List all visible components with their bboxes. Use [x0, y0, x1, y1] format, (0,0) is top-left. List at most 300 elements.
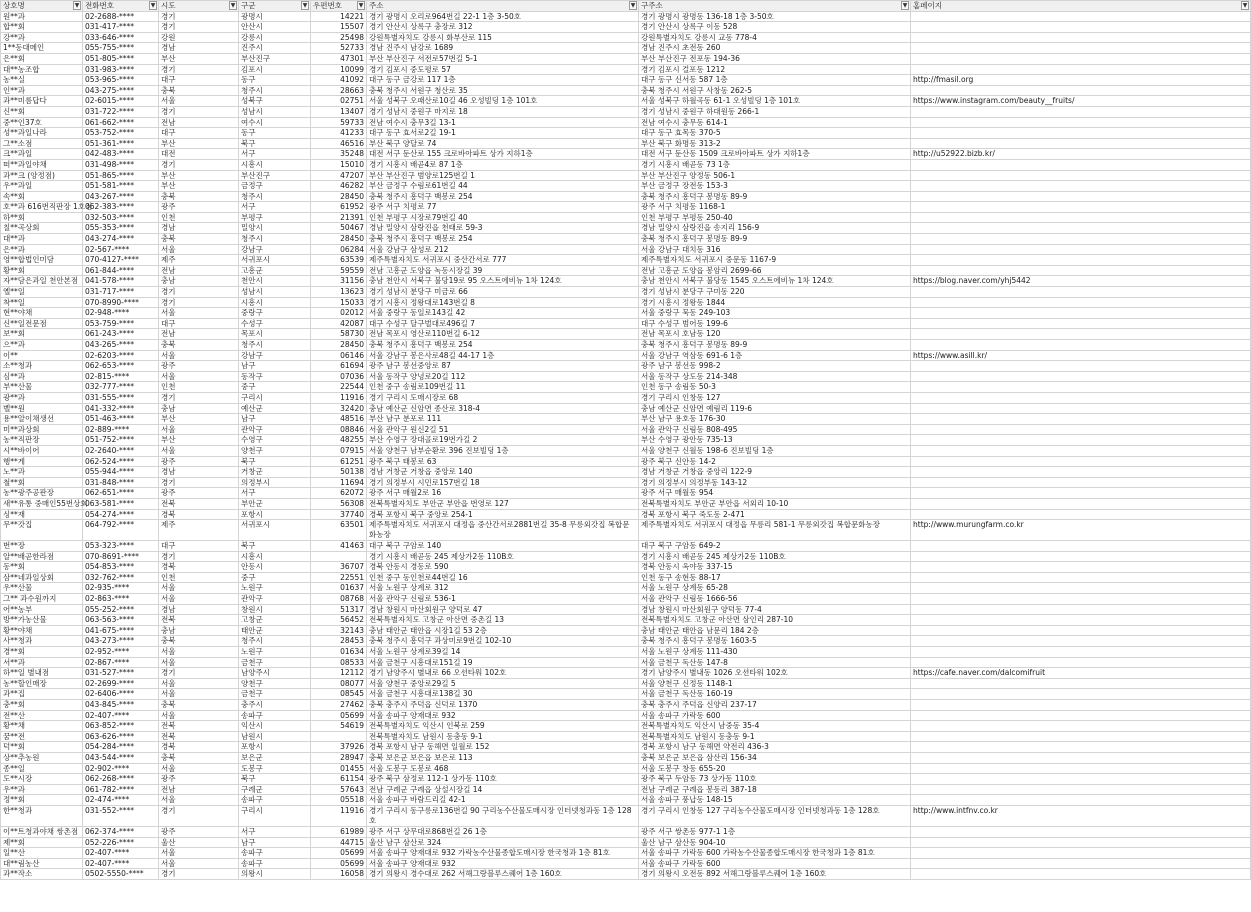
- shop-name-cell: 행**게: [1, 456, 83, 467]
- zipcode-cell: 37740: [311, 509, 367, 520]
- old-address-cell: 전북특별자치도 부안군 부안읍 서외리 10-10: [639, 498, 911, 509]
- zipcode-cell: 05699: [311, 848, 367, 859]
- phone-number-cell: 062-524-****: [83, 456, 159, 467]
- table-row: [1, 318, 1251, 329]
- address-cell: 대전 서구 둔산로 155 크로바아파트 상가 지하1층: [367, 149, 639, 160]
- shop-name-cell: 속**회: [1, 191, 83, 202]
- shop-name-cell: 과**작소: [1, 869, 83, 880]
- province-cell: 경기: [159, 22, 239, 33]
- province-cell: 전남: [159, 117, 239, 128]
- zipcode-cell: 13407: [311, 106, 367, 117]
- district-cell: 남구: [239, 414, 311, 425]
- district-cell: 부산진구: [239, 170, 311, 181]
- column-label: 시도: [161, 1, 176, 10]
- homepage-cell: [911, 445, 1251, 456]
- phone-number-cell: 02-2640-****: [83, 445, 159, 456]
- phone-number-cell: 041-675-****: [83, 625, 159, 636]
- zipcode-cell: 06284: [311, 244, 367, 255]
- address-cell: 전남 여수시 충무3길 13-1: [367, 117, 639, 128]
- district-cell: 시흥시: [239, 297, 311, 308]
- phone-number-cell: 054-853-****: [83, 562, 159, 573]
- table-row: [1, 467, 1251, 478]
- address-cell: 부산 북구 양달로 74: [367, 138, 639, 149]
- address-cell: 서울 송파구 양재대로 932: [367, 710, 639, 721]
- shop-name-cell: 도**시장: [1, 774, 83, 785]
- table-row: [1, 265, 1251, 276]
- district-cell: 북구: [239, 138, 311, 149]
- old-address-cell: 광주 서구 쌍촌동 977-1 1층: [639, 826, 911, 837]
- homepage-cell[interactable]: https://blog.naver.com/yhj5442: [911, 276, 1251, 287]
- address-cell: 서울 관악구 신림로 536-1: [367, 594, 639, 605]
- homepage-cell[interactable]: http://u52922.bizb.kr/: [911, 149, 1251, 160]
- phone-number-cell: 051-361-****: [83, 138, 159, 149]
- phone-number-cell: 061-243-****: [83, 329, 159, 340]
- zipcode-cell: 48255: [311, 435, 367, 446]
- district-cell: 양천구: [239, 445, 311, 456]
- shop-name-cell: 광**과: [1, 392, 83, 403]
- filter-dropdown-icon[interactable]: ▼: [358, 2, 364, 9]
- homepage-cell[interactable]: http://fmasil.org: [911, 75, 1251, 86]
- district-cell: 예산군: [239, 403, 311, 414]
- phone-number-cell: 043-267-****: [83, 191, 159, 202]
- province-cell: 충북: [159, 636, 239, 647]
- filter-dropdown-icon[interactable]: ▼: [230, 2, 236, 9]
- phone-number-cell: 051-581-****: [83, 181, 159, 192]
- shop-name-cell: 은**과: [1, 244, 83, 255]
- old-address-cell: 충남 예산군 신암면 예림리 119-6: [639, 403, 911, 414]
- province-cell: 서울: [159, 710, 239, 721]
- province-cell: 광주: [159, 202, 239, 213]
- column-label: 상호명: [3, 1, 25, 10]
- table-row: [1, 117, 1251, 128]
- district-header: [239, 1, 311, 12]
- homepage-cell: [911, 435, 1251, 446]
- district-cell: 북구: [239, 456, 311, 467]
- filter-dropdown-icon[interactable]: ▼: [630, 2, 636, 9]
- table-row: [1, 784, 1251, 795]
- district-cell: 서귀포시: [239, 255, 311, 266]
- phone-number-cell: 031-717-****: [83, 287, 159, 298]
- phone-number-cell: 031-722-****: [83, 106, 159, 117]
- zipcode-cell: 54619: [311, 721, 367, 732]
- zipcode-cell: 02751: [311, 96, 367, 107]
- phone-number-cell: 032-762-****: [83, 572, 159, 583]
- shop-name-cell: 현**야채: [1, 308, 83, 319]
- district-cell: 안산시: [239, 22, 311, 33]
- district-cell: 의정부시: [239, 477, 311, 488]
- old-address-cell: 광주 서구 매월동 954: [639, 488, 911, 499]
- zipcode-cell: 28450: [311, 191, 367, 202]
- shop-name-cell: 미**과상회: [1, 424, 83, 435]
- table-row: [1, 498, 1251, 509]
- shop-name-cell: 칠**곡상회: [1, 223, 83, 234]
- shop-name-cell: 싱**재: [1, 509, 83, 520]
- table-row: [1, 551, 1251, 562]
- zipcode-cell: 47207: [311, 170, 367, 181]
- district-cell: 송파구: [239, 795, 311, 806]
- zipcode-cell: 08077: [311, 678, 367, 689]
- address-cell: 전북특별자치도 남원시 동충동 9-1: [367, 731, 639, 742]
- district-cell: 동구: [239, 128, 311, 139]
- zipcode-cell: 08533: [311, 657, 367, 668]
- zipcode-cell: 47301: [311, 53, 367, 64]
- homepage-cell[interactable]: https://www.instagram.com/beauty__fruits/: [911, 96, 1251, 107]
- table-row: [1, 308, 1251, 319]
- old-address-cell: 경기 김포시 걸포동 1212: [639, 64, 911, 75]
- phone-number-cell: 043-274-****: [83, 234, 159, 245]
- province-cell: 서울: [159, 858, 239, 869]
- shop-name-cell: 황**채: [1, 721, 83, 732]
- address-cell: 부산 수영구 장대골로19번가길 2: [367, 435, 639, 446]
- province-cell: 서울: [159, 445, 239, 456]
- old-address-cell: 인천 부평구 부평동 250-40: [639, 212, 911, 223]
- district-cell: 양천구: [239, 678, 311, 689]
- old-address-cell: 광주 남구 봉선동 998-2: [639, 361, 911, 372]
- phone-number-cell: 070-4127-****: [83, 255, 159, 266]
- address-cell: 경남 거창군 거창읍 중앙로 140: [367, 467, 639, 478]
- homepage-cell: [911, 181, 1251, 192]
- old-address-cell: 경남 거창군 거창읍 중앙리 122-9: [639, 467, 911, 478]
- shop-name-cell: 호**과 616번직판장 1호점: [1, 202, 83, 213]
- province-cell: 경남: [159, 604, 239, 615]
- phone-number-cell: 061-662-****: [83, 117, 159, 128]
- table-row: [1, 869, 1251, 880]
- homepage-cell: [911, 477, 1251, 488]
- column-label: 주소: [369, 1, 384, 10]
- province-cell: 서울: [159, 657, 239, 668]
- district-cell: 수영구: [239, 435, 311, 446]
- shop-name-cell: 강**과: [1, 32, 83, 43]
- address-cell: 서울 송파구 양재대로 932: [367, 858, 639, 869]
- old-address-cell: 제주특별자치도 서귀포시 대정읍 무릉리 581-1 무릉외갓집 복합문화농장: [639, 520, 911, 541]
- address-cell: 광주 북구 태봉로 63: [367, 456, 639, 467]
- zipcode-cell: 28453: [311, 636, 367, 647]
- province-cell: 전북: [159, 498, 239, 509]
- old-address-cell: 부산 부산진구 전포동 194-36: [639, 53, 911, 64]
- homepage-cell: [911, 826, 1251, 837]
- table-row: [1, 848, 1251, 859]
- district-cell: 거창군: [239, 467, 311, 478]
- shop-name-cell: 보**회: [1, 329, 83, 340]
- old-address-cell: 전북특별자치도 남원시 동충동 9-1: [639, 731, 911, 742]
- address-cell: 경기 시흥시 배곧동 245 제상가2동 110B호: [367, 551, 639, 562]
- old-address-cell: 부산 북구 화명동 313-2: [639, 138, 911, 149]
- province-cell: 전남: [159, 265, 239, 276]
- old-address-cell: 서울 동작구 상도동 214-348: [639, 371, 911, 382]
- old-address-cell: 충북 청주시 서원구 사창동 262-5: [639, 85, 911, 96]
- address-cell: 경기 시흥시 정왕대로143번길 8: [367, 297, 639, 308]
- shop-name-cell: 신**회: [1, 106, 83, 117]
- table-row: [1, 414, 1251, 425]
- homepage-cell: [911, 361, 1251, 372]
- phone-number-cell: 031-983-****: [83, 64, 159, 75]
- address-cell: 서울 양천구 남부순환로 396 진보빌딩 1층: [367, 445, 639, 456]
- old-address-cell: 대구 수성구 범어동 199-6: [639, 318, 911, 329]
- old-address-cell: 경기 남양주시 별내동 1026 오션타워 102호: [639, 668, 911, 679]
- zipcode-cell: 36707: [311, 562, 367, 573]
- zipcode-cell: 07036: [311, 371, 367, 382]
- shop-name-cell: 꿈**전: [1, 731, 83, 742]
- table-row: [1, 424, 1251, 435]
- shop-name-cell: 삼**네과일상회: [1, 572, 83, 583]
- table-row: [1, 159, 1251, 170]
- table-row: [1, 435, 1251, 446]
- homepage-cell: [911, 53, 1251, 64]
- filter-dropdown-icon[interactable]: ▼: [902, 2, 908, 9]
- phone-number-cell: 02-6015-****: [83, 96, 159, 107]
- old-address-cell: 인천 동구 송현동 88-17: [639, 572, 911, 583]
- phone-number-cell: 02-407-****: [83, 710, 159, 721]
- shop-name-cell: 용**알이채생선: [1, 414, 83, 425]
- shop-name-cell: 신**일전문점: [1, 318, 83, 329]
- zipcode-cell: 37926: [311, 742, 367, 753]
- homepage-cell[interactable]: http://www.murungfarm.co.kr: [911, 520, 1251, 541]
- table-row: [1, 700, 1251, 711]
- old-address-cell: 경기 안산시 상록구 이동 528: [639, 22, 911, 33]
- province-cell: 서울: [159, 583, 239, 594]
- zipcode-cell: 11916: [311, 805, 367, 826]
- district-cell: 성남시: [239, 287, 311, 298]
- homepage-cell: [911, 509, 1251, 520]
- table-row: [1, 731, 1251, 742]
- province-cell: 광주: [159, 456, 239, 467]
- district-cell: 송파구: [239, 848, 311, 859]
- table-row: [1, 657, 1251, 668]
- table-row: [1, 181, 1251, 192]
- phone-number-cell: 061-844-****: [83, 265, 159, 276]
- address-cell: 충북 청주시 서원구 청산로 35: [367, 85, 639, 96]
- table-row: [1, 43, 1251, 54]
- table-row: [1, 382, 1251, 393]
- phone-number-cell: 053-323-****: [83, 541, 159, 552]
- old-address-cell: 서울 관악구 신림동 808-495: [639, 424, 911, 435]
- old-address-cell: 제주특별자치도 서귀포시 중문동 1167-9: [639, 255, 911, 266]
- filter-dropdown-icon[interactable]: ▼: [302, 2, 308, 9]
- district-cell: 동구: [239, 75, 311, 86]
- phone-number-cell: 070-8990-****: [83, 297, 159, 308]
- shop-name-cell: 떠**과일야채: [1, 159, 83, 170]
- province-cell: 울산: [159, 837, 239, 848]
- district-cell: 청주시: [239, 85, 311, 96]
- district-cell: 수성구: [239, 318, 311, 329]
- address-cell: 경남 진주시 남강로 1689: [367, 43, 639, 54]
- address-cell: 서울 도봉구 도봉로 468: [367, 763, 639, 774]
- address-cell: 전북특별자치도 부안군 부안읍 번영로 127: [367, 498, 639, 509]
- filter-dropdown-icon[interactable]: ▼: [150, 2, 156, 9]
- province-cell: 전북: [159, 731, 239, 742]
- homepage-cell: [911, 287, 1251, 298]
- homepage-cell: [911, 572, 1251, 583]
- zipcode-cell: 57643: [311, 784, 367, 795]
- province-cell: 전북: [159, 615, 239, 626]
- shop-name-cell: 종**일: [1, 763, 83, 774]
- phone-number-cell: 02-474-****: [83, 795, 159, 806]
- province-cell: 전남: [159, 329, 239, 340]
- shop-name-cell: 하**회: [1, 212, 83, 223]
- zipcode-cell: 61952: [311, 202, 367, 213]
- table-row: [1, 689, 1251, 700]
- province-cell: 부산: [159, 53, 239, 64]
- district-cell: 안동시: [239, 562, 311, 573]
- homepage-header: [911, 1, 1251, 12]
- homepage-cell: [911, 255, 1251, 266]
- address-cell: 전북특별자치도 익산시 인북로 259: [367, 721, 639, 732]
- phone-number-cell: 032-777-****: [83, 382, 159, 393]
- homepage-cell: [911, 763, 1251, 774]
- homepage-cell: [911, 329, 1251, 340]
- address-cell: 서울 성북구 오패산로10길 46 오성빌딩 1층 101호: [367, 96, 639, 107]
- district-cell: 서구: [239, 149, 311, 160]
- zipcode-cell: [311, 731, 367, 742]
- filter-dropdown-icon[interactable]: ▼: [1242, 2, 1248, 9]
- phone-number-cell: 062-383-****: [83, 202, 159, 213]
- district-cell: 남구: [239, 361, 311, 372]
- table-row: [1, 837, 1251, 848]
- phone-number-cell: 033-646-****: [83, 32, 159, 43]
- phone-number-cell: 043-265-****: [83, 340, 159, 351]
- column-label: 우편번호: [313, 1, 342, 10]
- phone-number-cell: 031-552-****: [83, 805, 159, 826]
- address-cell: 경북 포항시 북구 중앙로 254-1: [367, 509, 639, 520]
- shop-name-cell: 제**회: [1, 837, 83, 848]
- district-cell: 강릉시: [239, 32, 311, 43]
- old-address-cell: 대구 북구 구암동 649-2: [639, 541, 911, 552]
- shop-name-header: [1, 1, 83, 12]
- address-cell: 서울 강남구 삼성로 212: [367, 244, 639, 255]
- filter-dropdown-icon[interactable]: ▼: [74, 2, 80, 9]
- zipcode-cell: 22551: [311, 572, 367, 583]
- address-cell: 충북 보은군 보은읍 보은로 113: [367, 752, 639, 763]
- phone-number-cell: 062-374-****: [83, 826, 159, 837]
- old-address-cell: 충북 청주시 흥덕구 봉명동 89-9: [639, 234, 911, 245]
- address-cell: 충남 천안시 서북구 불당19로 95 오스트에비뉴 1차 124호: [367, 276, 639, 287]
- shop-name-cell: 동**회: [1, 562, 83, 573]
- shop-name-cell: 영**합법인미담: [1, 255, 83, 266]
- district-cell: 강남구: [239, 244, 311, 255]
- address-cell: 인천 중구 송림로109번길 11: [367, 382, 639, 393]
- zipcode-cell: 15010: [311, 159, 367, 170]
- address-cell: 서울 금천구 시흥대로138길 30: [367, 689, 639, 700]
- phone-number-cell: 02-407-****: [83, 858, 159, 869]
- address-cell: 경북 포항시 남구 동해면 일월로 152: [367, 742, 639, 753]
- zipcode-cell: 01637: [311, 583, 367, 594]
- old-address-cell: 경기 시흥시 배곧동 245 제상가2동 110B호: [639, 551, 911, 562]
- table-row: [1, 149, 1251, 160]
- old-address-cell: 광주 서구 치평동 1168-1: [639, 202, 911, 213]
- district-cell: 창원시: [239, 604, 311, 615]
- old-address-cell: 경기 시흥시 정왕동 1844: [639, 297, 911, 308]
- homepage-cell: [911, 403, 1251, 414]
- table-row: [1, 774, 1251, 785]
- province-cell: 광주: [159, 361, 239, 372]
- homepage-cell: [911, 223, 1251, 234]
- homepage-cell: [911, 11, 1251, 22]
- table-row: [1, 85, 1251, 96]
- phone-number-cell: 02-863-****: [83, 594, 159, 605]
- homepage-cell: [911, 647, 1251, 658]
- homepage-cell[interactable]: https://www.asill.kr/: [911, 350, 1251, 361]
- zipcode-cell: 35248: [311, 149, 367, 160]
- province-cell: 서울: [159, 371, 239, 382]
- table-row: [1, 191, 1251, 202]
- district-cell: 중랑구: [239, 308, 311, 319]
- homepage-cell: [911, 297, 1251, 308]
- homepage-cell: [911, 752, 1251, 763]
- homepage-cell: [911, 858, 1251, 869]
- zipcode-cell: 58730: [311, 329, 367, 340]
- province-cell: 제주: [159, 520, 239, 541]
- province-cell: 경기: [159, 106, 239, 117]
- homepage-cell[interactable]: https://cafe.naver.com/dalcomifruit: [911, 668, 1251, 679]
- table-row: [1, 763, 1251, 774]
- zipcode-cell: 08545: [311, 689, 367, 700]
- shop-name-cell: 덕**회: [1, 742, 83, 753]
- table-row: [1, 202, 1251, 213]
- district-cell: 동작구: [239, 371, 311, 382]
- zipcode-cell: 02012: [311, 308, 367, 319]
- homepage-cell[interactable]: http://www.intfnv.co.kr: [911, 805, 1251, 826]
- table-row: [1, 403, 1251, 414]
- table-row: [1, 32, 1251, 43]
- old-address-cell: 서울 강남구 역삼동 691-6 1층: [639, 350, 911, 361]
- column-label: 구군: [241, 1, 256, 10]
- district-cell: 충주시: [239, 700, 311, 711]
- district-cell: 금천구: [239, 689, 311, 700]
- province-cell: 충북: [159, 340, 239, 351]
- old-address-cell: 경남 밀양시 삼랑진읍 송지리 156-9: [639, 223, 911, 234]
- district-cell: 북구: [239, 541, 311, 552]
- shop-name-cell: 농**할인매장: [1, 678, 83, 689]
- province-cell: 부산: [159, 170, 239, 181]
- shop-name-cell: 서**과: [1, 657, 83, 668]
- district-cell: 청주시: [239, 234, 311, 245]
- province-cell: 충북: [159, 85, 239, 96]
- province-cell: 서울: [159, 678, 239, 689]
- homepage-cell: [911, 202, 1251, 213]
- zipcode-cell: 05699: [311, 710, 367, 721]
- district-cell: 시흥시: [239, 551, 311, 562]
- old-address-cell: 전남 구례군 구례읍 봉동리 387-18: [639, 784, 911, 795]
- phone-number-cell: 062-651-****: [83, 488, 159, 499]
- old-address-cell: 경남 진주시 초전동 260: [639, 43, 911, 54]
- homepage-cell: [911, 774, 1251, 785]
- shop-name-cell: 옐**일: [1, 287, 83, 298]
- homepage-cell: [911, 594, 1251, 605]
- district-cell: 서구: [239, 826, 311, 837]
- zipcode-cell: 63501: [311, 520, 367, 541]
- table-row: [1, 742, 1251, 753]
- homepage-cell: [911, 371, 1251, 382]
- province-cell: 충남: [159, 403, 239, 414]
- table-row: [1, 625, 1251, 636]
- table-row: [1, 170, 1251, 181]
- homepage-cell: [911, 657, 1251, 668]
- old-address-header: [639, 1, 911, 12]
- old-address-cell: 경기 성남시 분당구 구미동 220: [639, 287, 911, 298]
- district-cell: 여수시: [239, 117, 311, 128]
- address-cell: 서울 금천구 시흥대로151길 19: [367, 657, 639, 668]
- province-cell: 서울: [159, 96, 239, 107]
- district-cell: 남원시: [239, 731, 311, 742]
- shop-name-cell: 착**일: [1, 297, 83, 308]
- province-cell: 충북: [159, 752, 239, 763]
- address-cell: 충남 태안군 태안읍 시장1길 53 2층: [367, 625, 639, 636]
- homepage-cell: [911, 795, 1251, 806]
- district-cell: 서구: [239, 488, 311, 499]
- zipcode-cell: 08768: [311, 594, 367, 605]
- table-row: [1, 752, 1251, 763]
- phone-number-cell: 054-284-****: [83, 742, 159, 753]
